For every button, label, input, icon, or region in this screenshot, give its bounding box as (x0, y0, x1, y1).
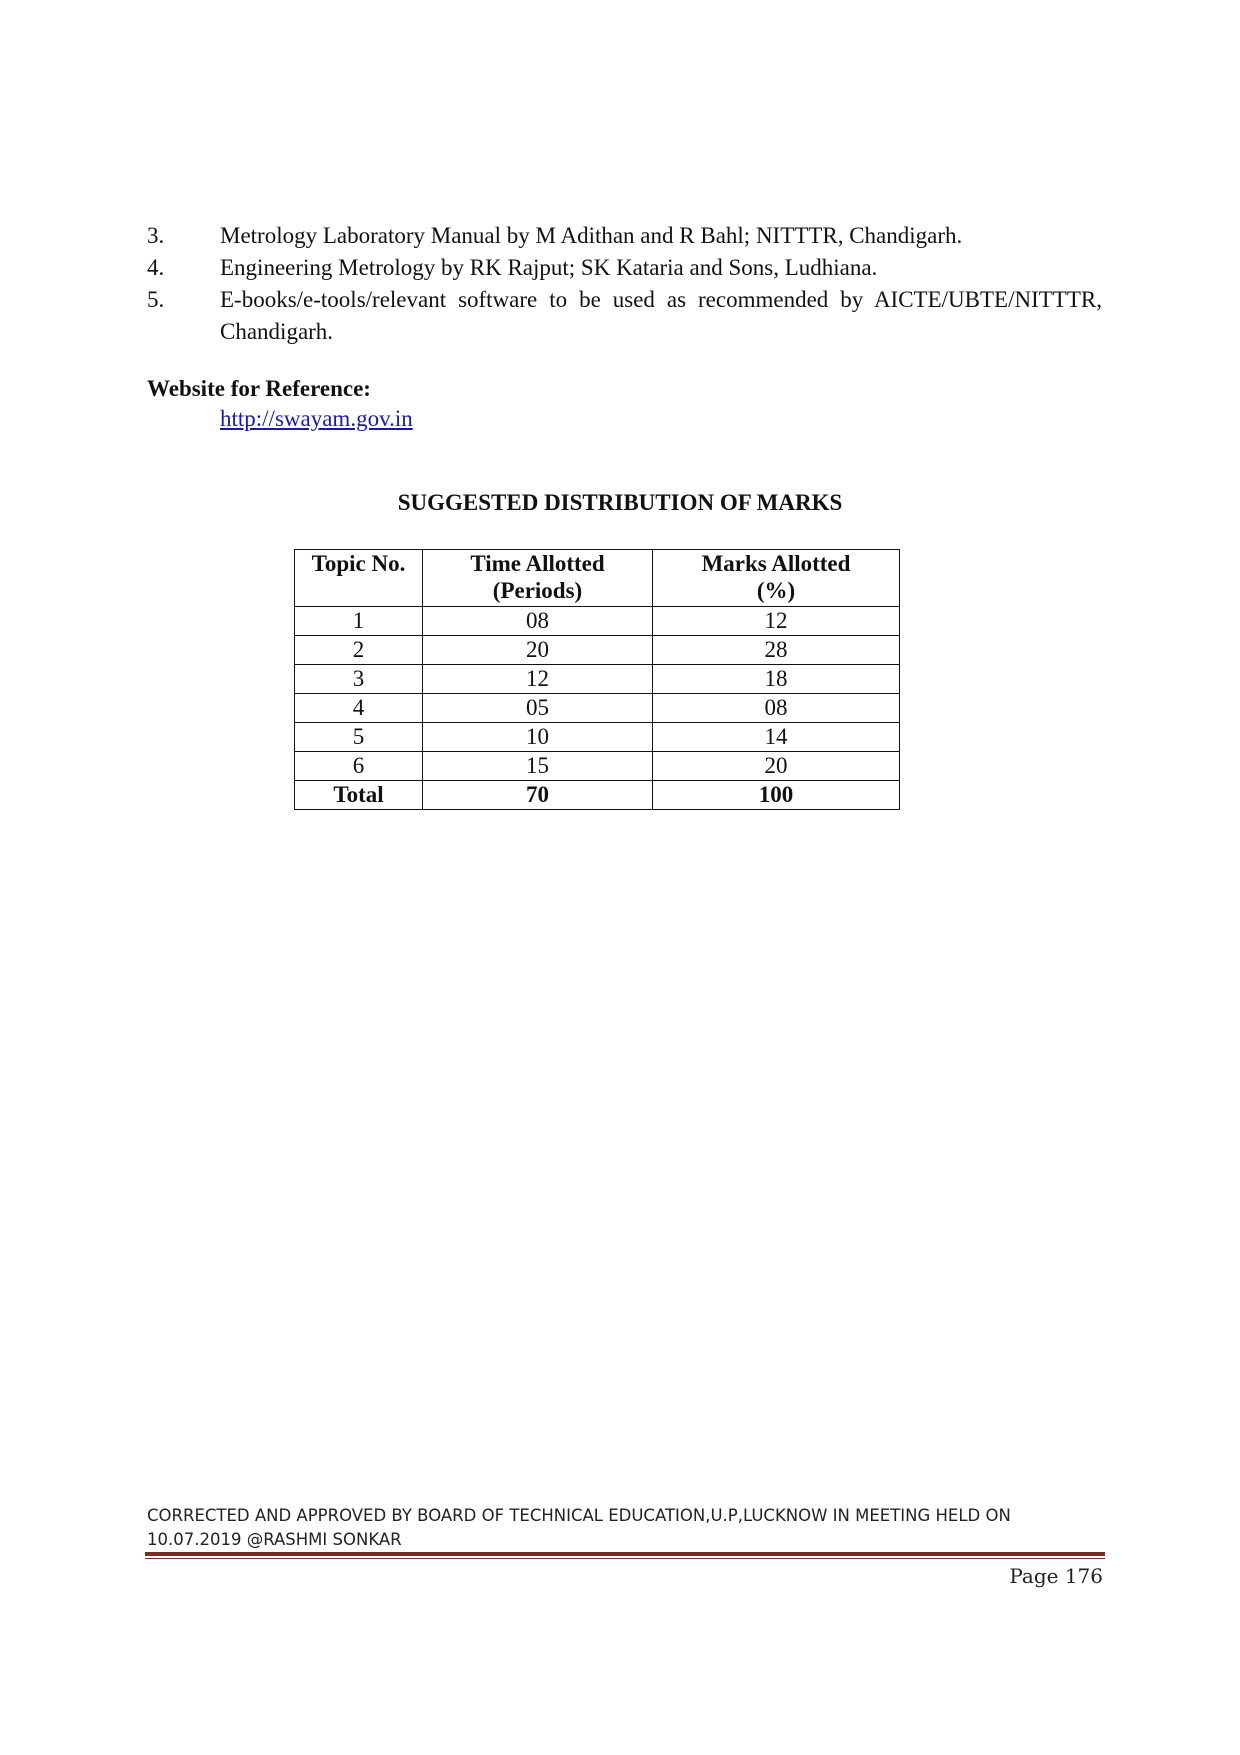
reference-number: 5. (147, 287, 165, 312)
cell-total-marks: 100 (653, 781, 900, 810)
reference-item (147, 252, 1102, 284)
cell-time: 12 (423, 665, 653, 694)
header-topic: Topic No. (295, 550, 423, 607)
marks-table-title: SUGGESTED DISTRIBUTION OF MARKS (397, 490, 843, 515)
reference-item (147, 220, 1102, 252)
cell-time: 10 (423, 723, 653, 752)
cell-marks: 14 (653, 723, 900, 752)
table-row (295, 636, 900, 665)
table-row (295, 607, 900, 636)
table-row (295, 752, 900, 781)
website-heading: Website for Reference: (147, 376, 371, 401)
footer-divider-thin (145, 1558, 1105, 1559)
cell-total-label: Total (295, 781, 423, 810)
cell-time: 15 (423, 752, 653, 781)
page-number: Page 176 (1009, 1564, 1103, 1588)
reference-list (147, 220, 1102, 348)
table-header-row (295, 550, 900, 607)
cell-marks: 18 (653, 665, 900, 694)
cell-topic: 2 (295, 636, 423, 665)
header-marks: Marks Allotted (%) (653, 550, 900, 607)
cell-time: 20 (423, 636, 653, 665)
table-row (295, 723, 900, 752)
reference-text: E-books/e-tools/relevant software to be used as recommended by AICTE/UBTE/NITTTR, Chandigarh. (220, 287, 1102, 344)
cell-total-time: 70 (423, 781, 653, 810)
cell-marks: 12 (653, 607, 900, 636)
cell-marks: 20 (653, 752, 900, 781)
footer-approval-note (147, 1504, 1107, 1552)
header-time: Time Allotted (Periods) (423, 550, 653, 607)
cell-topic: 5 (295, 723, 423, 752)
reference-text: Metrology Laboratory Manual by M Adithan and R Bahl; NITTTR, Chandigarh. (220, 223, 963, 248)
cell-topic: 1 (295, 607, 423, 636)
cell-marks: 28 (653, 636, 900, 665)
cell-topic: 3 (295, 665, 423, 694)
reference-text: Engineering Metrology by RK Rajput; SK Kataria and Sons, Ludhiana. (220, 255, 878, 280)
cell-marks: 08 (653, 694, 900, 723)
footer-divider (145, 1552, 1105, 1556)
footer-line-2: 10.07.2019 @RASHMI SONKAR (147, 1530, 402, 1549)
cell-time: 08 (423, 607, 653, 636)
table-row (295, 665, 900, 694)
marks-distribution-table (294, 549, 900, 810)
table-row (295, 694, 900, 723)
cell-time: 05 (423, 694, 653, 723)
table-total-row (295, 781, 900, 810)
reference-number: 3. (147, 223, 165, 248)
reference-item (147, 284, 1102, 348)
reference-number: 4. (147, 255, 165, 280)
cell-topic: 4 (295, 694, 423, 723)
website-link[interactable]: http://swayam.gov.in (220, 406, 413, 431)
footer-line-1: CORRECTED AND APPROVED BY BOARD OF TECHNICAL EDUCATION,U.P,LUCKNOW IN MEETING HELD ON (147, 1506, 1011, 1525)
cell-topic: 6 (295, 752, 423, 781)
